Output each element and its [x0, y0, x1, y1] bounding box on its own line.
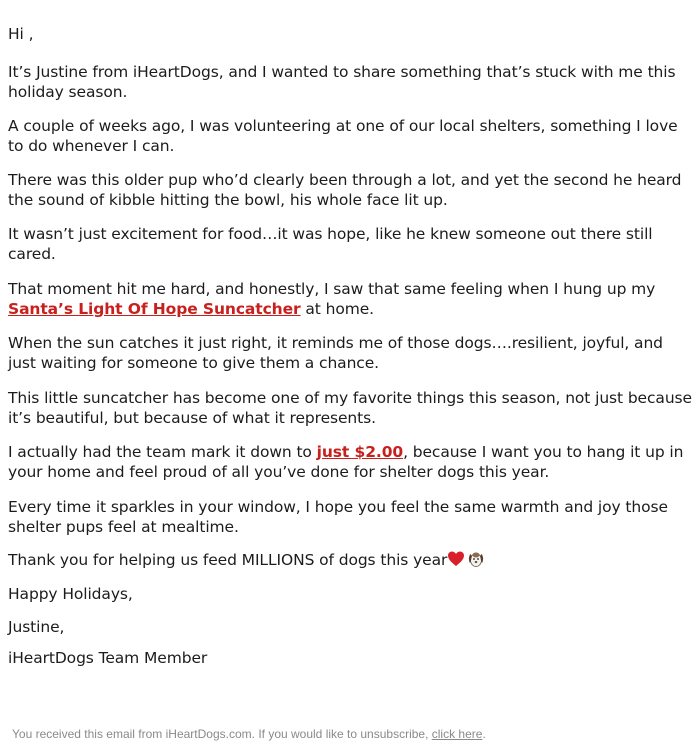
paragraph-volunteering: A couple of weeks ago, I was volunteering at one of our local shelters, something I love to do whenever I can. [8, 117, 678, 155]
paragraph-older-pup: There was this older pup who’d clearly been through a lot, and yet the second he heard the sound of kibble hitting the bowl, his whole face lit up. [8, 171, 682, 209]
greeting: Hi , [8, 25, 34, 43]
heart-icon [447, 550, 465, 568]
price-link[interactable]: just $2.00 [316, 443, 404, 461]
footer-end: . [482, 727, 486, 741]
paragraph-price-text-before: I actually had the team mark it down to [8, 443, 317, 461]
paragraph-hope: It wasn’t just excitement for food…it was hope, like he knew someone out there still cared. [8, 225, 653, 263]
paragraph-suncatcher [8, 279, 692, 319]
paragraph-suncatcher-text-before: That moment hit me hard, and honestly, I saw that same feeling when I hung up my [8, 280, 656, 298]
signature-name: Justine, [8, 618, 65, 636]
suncatcher-link[interactable]: Santa’s Light Of Hope Suncatcher [8, 300, 301, 318]
paragraph-favorite: This little suncatcher has become one of my favorite things this season, not just because it’s beautiful, but because of what it represents. [8, 389, 692, 427]
paragraph-thank-you-text: Thank you for helping us feed MILLIONS of dogs this year [8, 551, 448, 569]
paragraph-thank-you [8, 550, 692, 570]
unsubscribe-link[interactable]: click here [431, 727, 483, 741]
paragraph-sun-catches: When the sun catches it just right, it reminds me of those dogs….resilient, joyful, and just waiting for someone to give them a chance. [8, 334, 663, 372]
sign-off: Happy Holidays, [8, 585, 133, 603]
signature-title: iHeartDogs Team Member [8, 649, 208, 667]
paragraph-price [8, 442, 692, 482]
paragraph-suncatcher-text-after: at home. [300, 300, 374, 318]
email-footer [12, 727, 486, 741]
dog-face-icon [467, 550, 485, 568]
footer-text: You received this email from iHeartDogs.com. If you would like to unsubscribe, [12, 727, 432, 741]
paragraph-price-text-after: , because I want you to hang it up in your home and feel proud of all you’ve done for shelter dogs this year. [8, 443, 684, 481]
paragraph-intro: It’s Justine from iHeartDogs, and I wanted to share something that’s stuck with me this holiday season. [8, 63, 676, 101]
paragraph-sparkles: Every time it sparkles in your window, I hope you feel the same warmth and joy those shelter pups feel at mealtime. [8, 498, 668, 536]
